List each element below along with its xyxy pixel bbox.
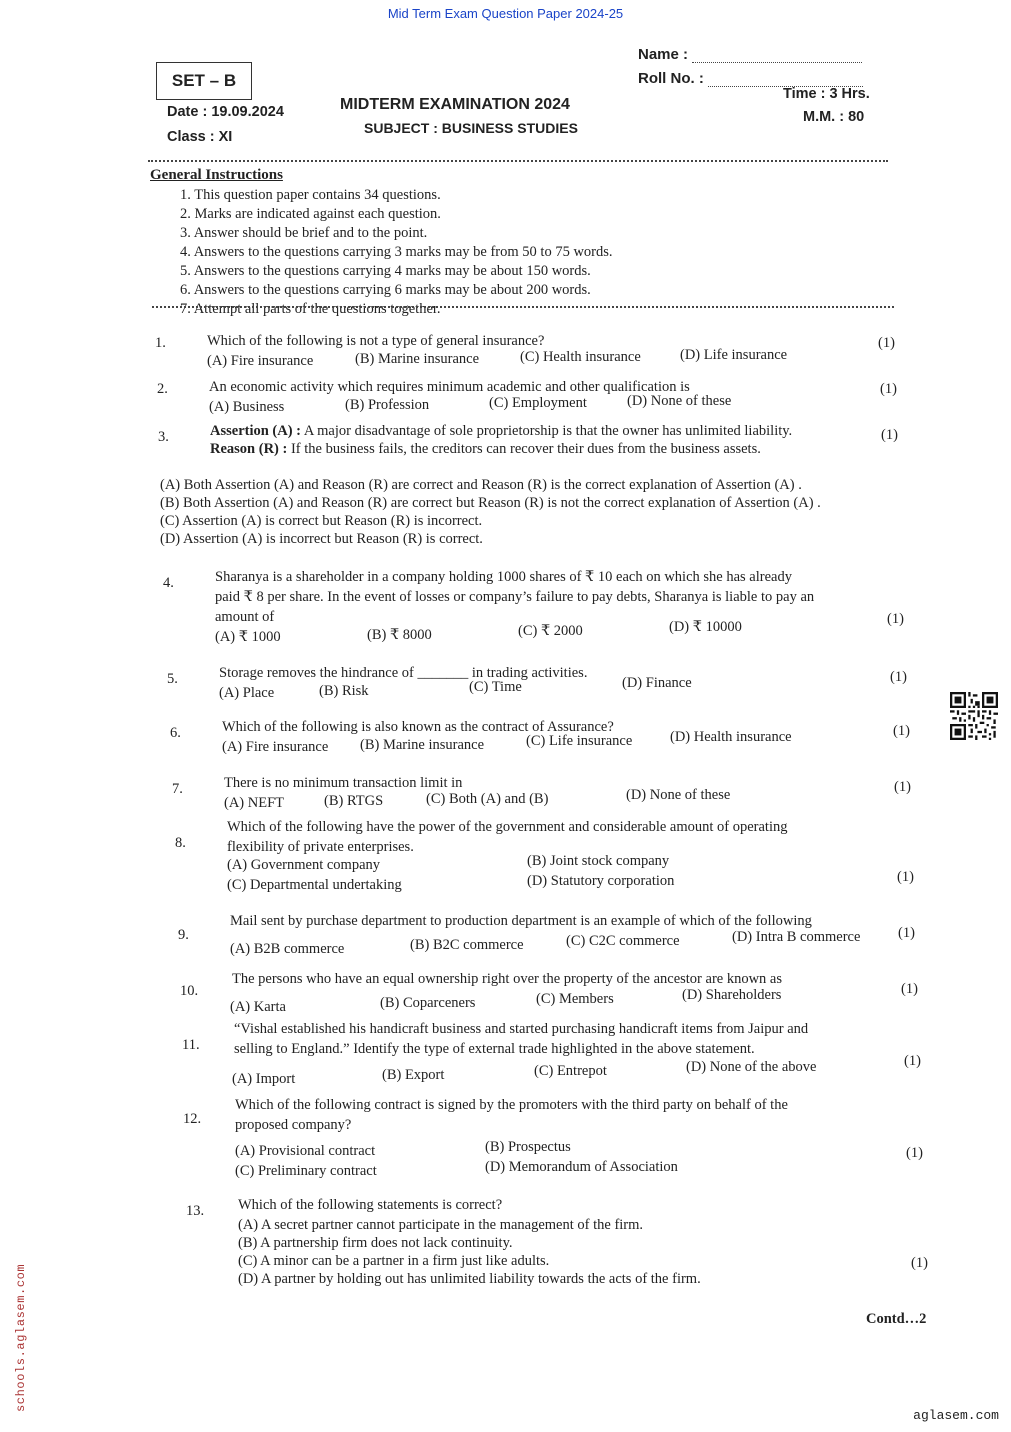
option-d: (D) None of the above — [686, 1059, 817, 1075]
question-stem: Mail sent by purchase department to production department is an example of which of the following — [230, 913, 812, 929]
option-c: (C) Preliminary contract — [235, 1163, 377, 1179]
class-label: Class : XI — [167, 129, 233, 145]
option-a: (A) NEFT — [224, 795, 285, 811]
option-a: (A) Fire insurance — [222, 739, 329, 755]
option-c: (C) A minor can be a partner in a firm just like adults. — [238, 1253, 550, 1269]
instruction-item: 3. Answer should be brief and to the point. — [180, 225, 428, 241]
question-number: 9. — [178, 927, 189, 943]
option-c: (C) Health insurance — [520, 349, 641, 365]
question-4 — [163, 568, 908, 648]
question-9 — [178, 912, 923, 957]
question-marks: (1) — [904, 1053, 921, 1069]
exam-title: MIDTERM EXAMINATION 2024 — [340, 96, 570, 113]
option-b: (B) Coparceners — [380, 995, 476, 1011]
subject-title: SUBJECT : BUSINESS STUDIES — [364, 120, 578, 136]
question-stem-line-2: flexibility of private enterprises. — [227, 839, 414, 855]
option-b: (B) Marine insurance — [355, 351, 480, 367]
qr-code-icon — [950, 692, 998, 740]
question-marks: (1) — [894, 779, 911, 795]
exam-date: Date : 19.09.2024 — [167, 104, 284, 120]
option-b: (B) Joint stock company — [527, 853, 670, 869]
option-a: (A) Fire insurance — [207, 353, 314, 369]
question-stem: Which of the following statements is correct? — [238, 1197, 503, 1213]
question-stem-line-2: proposed company? — [235, 1117, 352, 1133]
question-10 — [180, 966, 925, 1015]
option-b: (B) A partnership firm does not lack continuity. — [238, 1235, 513, 1251]
question-stem: “Vishal established his handicraft business and started purchasing handicraft items from Jaipur and — [234, 1021, 809, 1037]
option-d: (D) Statutory corporation — [527, 873, 675, 889]
question-marks: (1) — [898, 925, 915, 941]
instructions-title: General Instructions — [150, 167, 283, 183]
instruction-item: 7. Attempt all parts of the questions together. — [180, 301, 441, 317]
question-6 — [170, 716, 915, 756]
option-d: (D) Life insurance — [680, 347, 788, 363]
question-11 — [182, 1016, 927, 1086]
header-divider — [148, 160, 888, 162]
footer-url: aglasem.com — [913, 1408, 999, 1423]
option-c: (C) Both (A) and (B) — [426, 791, 549, 807]
side-watermark-url: schools.aglasem.com — [14, 1263, 28, 1412]
question-8 — [175, 818, 920, 898]
option-c: (C) Life insurance — [526, 733, 633, 749]
option-c: (C) C2C commerce — [566, 933, 680, 949]
question-stem: There is no minimum transaction limit in — [224, 775, 463, 791]
instructions-list — [150, 186, 750, 319]
question-12 — [183, 1092, 928, 1182]
option-b: (B) Export — [382, 1067, 445, 1083]
question-marks: (1) — [893, 723, 910, 739]
name-label: Name : — [638, 46, 689, 63]
name-blank — [692, 62, 862, 63]
assertion-text: A major disadvantage of sole proprietorship is that the owner has unlimited liability. — [303, 423, 793, 439]
reason-text: If the business fails, the creditors can recover their dues from the business assets. — [290, 441, 761, 457]
roll-label: Roll No. : — [638, 70, 704, 87]
option-b: (B) RTGS — [324, 793, 384, 809]
set-label: SET – B — [156, 62, 252, 100]
instruction-item: 2. Marks are indicated against each question. — [180, 206, 441, 222]
question-number: 8. — [175, 835, 186, 851]
option-d: (D) Finance — [622, 675, 692, 691]
option-d: (D) ₹ 10000 — [669, 619, 742, 635]
question-marks: (1) — [890, 669, 907, 685]
question-number: 10. — [180, 983, 199, 999]
option-b: (B) B2C commerce — [410, 937, 524, 953]
option-b: (B) Marine insurance — [360, 737, 485, 753]
option-d: (D) Intra B commerce — [732, 929, 861, 945]
question-stem: An economic activity which requires minimum academic and other qualification is — [209, 379, 690, 395]
assertion-label: Assertion (A) : — [210, 423, 302, 439]
option-b: (B) Profession — [345, 397, 430, 413]
question-marks: (1) — [897, 869, 914, 885]
option-d: (D) None of these — [627, 393, 732, 409]
option-a: (A) A secret partner cannot participate in the management of the firm. — [238, 1217, 644, 1233]
question-stem: Sharanya is a shareholder in a company holding 1000 shares of ₹ 10 each on which she has already — [215, 569, 792, 585]
option-d: (D) Memorandum of Association — [485, 1159, 678, 1175]
question-number: 3. — [158, 429, 169, 445]
question-3 — [158, 408, 903, 548]
name-field — [638, 46, 862, 63]
instruction-item: 5. Answers to the questions carrying 4 marks may be about 150 words. — [180, 263, 591, 279]
max-marks: M.M. : 80 — [803, 109, 865, 125]
question-7 — [172, 772, 917, 812]
option-b: (B) Risk — [319, 683, 369, 699]
question-marks: (1) — [906, 1145, 923, 1161]
option-a: (A) Place — [219, 685, 275, 701]
question-5 — [167, 662, 912, 702]
option-d: (D) Assertion (A) is incorrect but Reason (R) is correct. — [160, 531, 483, 547]
question-number: 12. — [183, 1111, 202, 1127]
option-d: (D) None of these — [626, 787, 731, 803]
question-stem: Which of the following contract is signed by the promoters with the third party on behalf of the — [235, 1097, 788, 1113]
page-banner: Mid Term Exam Question Paper 2024-25 — [387, 6, 624, 21]
question-stem: Which of the following is not a type of general insurance? — [207, 333, 545, 349]
question-marks: (1) — [880, 381, 897, 397]
option-a: (A) Karta — [230, 999, 286, 1015]
assertion — [210, 422, 792, 440]
question-number: 5. — [167, 671, 178, 687]
option-d: (D) A partner by holding out has unlimited liability towards the acts of the firm. — [238, 1271, 701, 1287]
question-stem-line-2: paid ₹ 8 per share. In the event of losses or company’s failure to pay debts, Sharanya is liable to pay an — [215, 589, 815, 605]
option-c: (C) Time — [469, 679, 522, 695]
question-marks: (1) — [881, 427, 898, 443]
question-number: 4. — [163, 575, 174, 591]
question-number: 11. — [182, 1037, 200, 1053]
question-13 — [186, 1194, 931, 1294]
reason-label: Reason (R) : — [210, 441, 288, 457]
option-b: (B) Prospectus — [485, 1139, 571, 1155]
instruction-item: 4. Answers to the questions carrying 3 marks may be from 50 to 75 words. — [180, 244, 613, 260]
question-marks: (1) — [911, 1255, 928, 1271]
roll-field — [638, 70, 863, 87]
option-c: (C) Employment — [489, 395, 587, 411]
time-allowed: Time : 3 Hrs. — [783, 86, 870, 102]
option-c: (C) Assertion (A) is correct but Reason (R) is incorrect. — [160, 513, 483, 529]
option-a: (A) Provisional contract — [235, 1143, 376, 1159]
option-a: (A) Both Assertion (A) and Reason (R) are correct and Reason (R) is the correct explanation of Assertion (A) . — [160, 477, 802, 493]
option-d: (D) Health insurance — [670, 729, 792, 745]
question-number: 1. — [155, 335, 166, 351]
question-number: 13. — [186, 1203, 205, 1219]
option-c: (C) Entrepot — [534, 1063, 607, 1079]
reason — [210, 440, 761, 458]
option-d: (D) Shareholders — [682, 987, 782, 1003]
question-marks: (1) — [887, 611, 904, 627]
option-b: (B) Both Assertion (A) and Reason (R) are correct but Reason (R) is not the correct explanation of Assertion (A) . — [160, 495, 821, 511]
question-marks: (1) — [878, 335, 895, 351]
question-number: 7. — [172, 781, 183, 797]
question-number: 6. — [170, 725, 181, 741]
instruction-item: 1. This question paper contains 34 questions. — [180, 187, 441, 203]
instructions-divider — [152, 306, 894, 308]
option-a: (A) Government company — [227, 857, 381, 873]
question-stem: Which of the following is also known as the contract of Assurance? — [222, 719, 614, 735]
option-c: (C) Members — [536, 991, 614, 1007]
question-1 — [155, 332, 900, 372]
question-number: 2. — [157, 381, 168, 397]
continued-label: Contd…2 — [866, 1311, 927, 1327]
option-a: (A) ₹ 1000 — [215, 629, 281, 645]
question-stem: The persons who have an equal ownership right over the property of the ancestor are known as — [232, 971, 783, 987]
option-c: (C) ₹ 2000 — [518, 623, 583, 639]
option-c: (C) Departmental undertaking — [227, 877, 402, 893]
question-marks: (1) — [901, 981, 918, 997]
option-a: (A) Business — [209, 399, 285, 415]
instruction-item: 6. Answers to the questions carrying 6 marks may be about 200 words. — [180, 282, 591, 298]
question-stem: Storage removes the hindrance of _______ in trading activities. — [219, 665, 588, 681]
question-stem-line-2: selling to England.” Identify the type of external trade highlighted in the above statement. — [234, 1041, 755, 1057]
option-b: (B) ₹ 8000 — [367, 627, 432, 643]
question-stem-line-3: amount of — [215, 609, 275, 625]
general-instructions — [150, 167, 750, 319]
question-stem: Which of the following have the power of the government and considerable amount of operating — [227, 819, 788, 835]
option-a: (A) Import — [232, 1071, 296, 1087]
option-a: (A) B2B commerce — [230, 941, 345, 957]
